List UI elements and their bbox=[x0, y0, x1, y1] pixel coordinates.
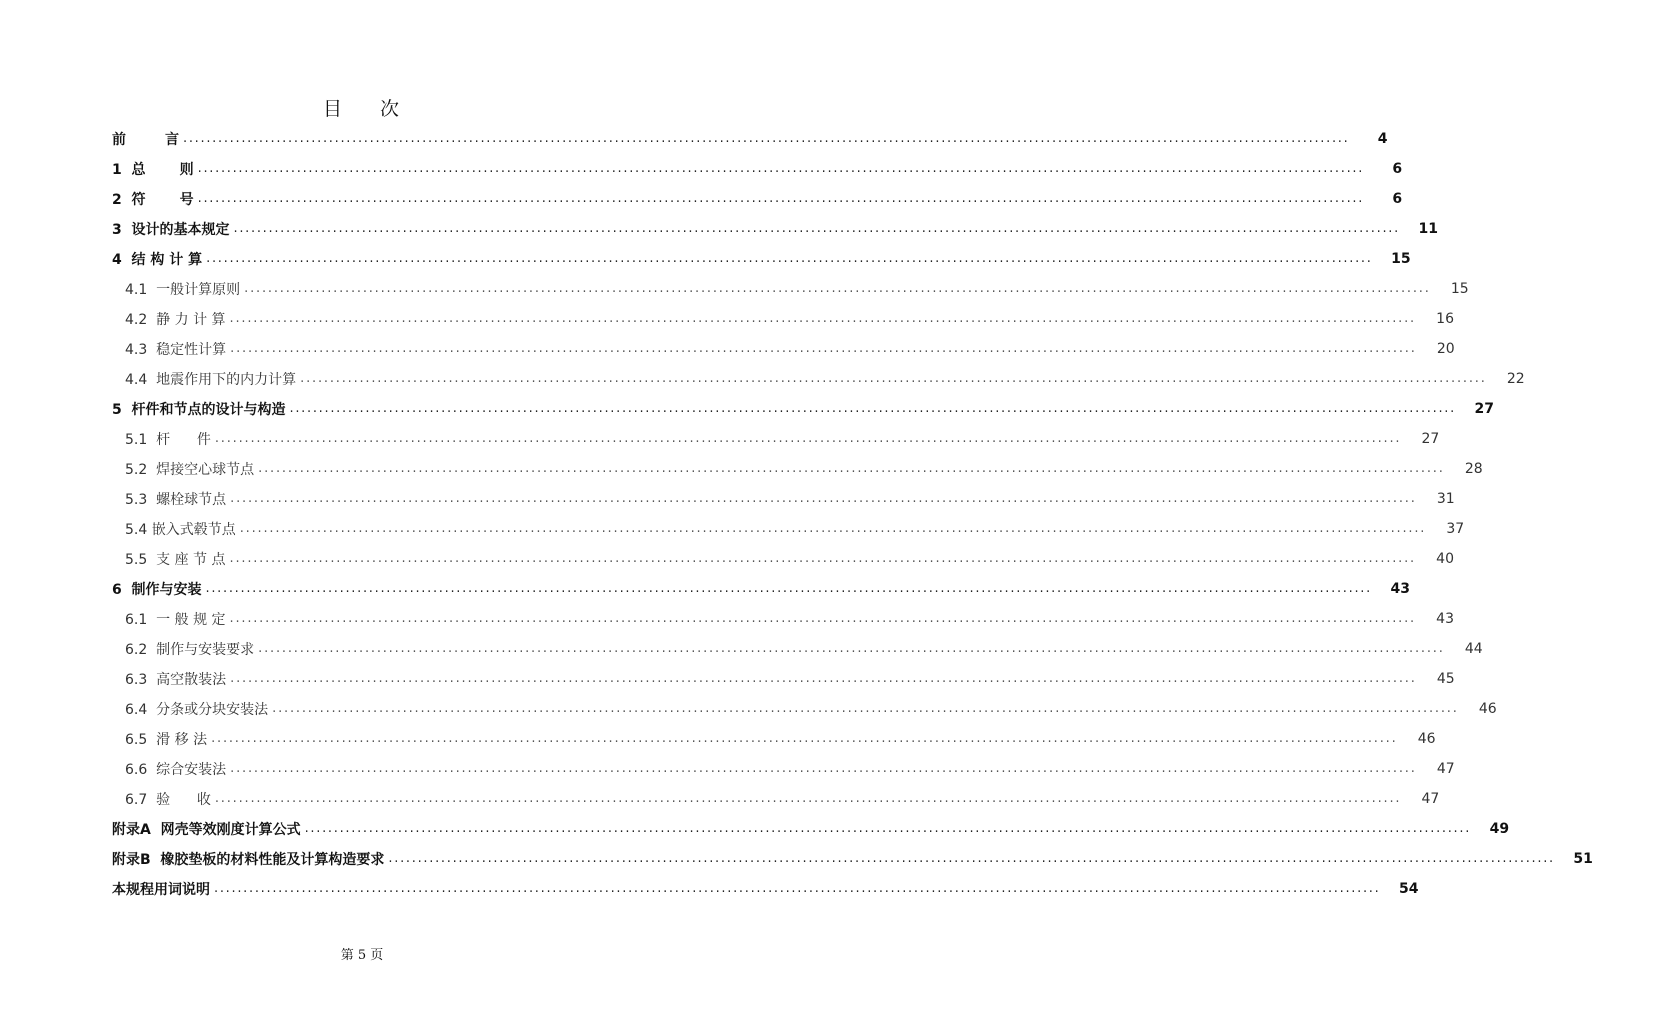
toc-entry-page: 51 bbox=[1573, 851, 1593, 867]
toc-entry[interactable] bbox=[0, 604, 1454, 634]
toc-entry[interactable] bbox=[0, 754, 1455, 784]
dot-leader: ........................................................................................................................................................................................................ bbox=[229, 311, 1416, 326]
dot-leader: ........................................................................................................................................................................................................ bbox=[230, 491, 1417, 506]
title-char-1: 目 bbox=[322, 98, 344, 120]
toc-entry-label: 4.1 一般计算原则 bbox=[125, 282, 241, 298]
toc-entry-label: 5.4 嵌入式毂节点 bbox=[125, 522, 236, 538]
toc-entry-label: 4.4 地震作用下的内力计算 bbox=[125, 372, 297, 388]
toc-entry-label: 6.5 滑 移 法 bbox=[125, 732, 208, 748]
toc-entry-label: 2 符 号 bbox=[112, 192, 194, 208]
toc-entry-label: 4.3 稳定性计算 bbox=[125, 342, 227, 358]
toc-entry[interactable] bbox=[0, 454, 1483, 484]
toc-entry[interactable] bbox=[0, 364, 1525, 394]
toc-entry-label: 6.3 高空散装法 bbox=[125, 672, 227, 688]
toc-entry[interactable] bbox=[0, 724, 1436, 754]
dot-leader: ........................................................................................................................................................................................................ bbox=[239, 521, 1427, 536]
toc-entry-page: 37 bbox=[1446, 521, 1465, 537]
toc-entry[interactable] bbox=[0, 244, 1411, 274]
toc-entry[interactable] bbox=[0, 214, 1438, 244]
toc-entry-page: 43 bbox=[1436, 611, 1454, 627]
toc-entry-page: 46 bbox=[1478, 701, 1497, 717]
page-footer: 第 5 页 bbox=[340, 948, 384, 963]
toc-entry-label: 4 结 构 计 算 bbox=[112, 252, 203, 268]
toc-entry-page: 4 bbox=[1377, 131, 1388, 147]
toc-entry[interactable] bbox=[0, 424, 1440, 454]
toc-entry[interactable] bbox=[0, 574, 1410, 604]
toc-entry[interactable] bbox=[0, 694, 1497, 724]
toc-entry-page: 16 bbox=[1436, 311, 1454, 327]
toc-entry-page: 15 bbox=[1391, 251, 1411, 267]
toc-entry-page: 40 bbox=[1436, 551, 1454, 567]
toc-entry-label: 附录B 橡胶垫板的材料性能及计算构造要求 bbox=[112, 852, 385, 868]
toc-entry-page: 22 bbox=[1506, 371, 1525, 387]
toc-entry-label: 6.6 综合安装法 bbox=[125, 762, 227, 778]
toc-entry-label: 附录A 网壳等效刚度计算公式 bbox=[112, 822, 301, 838]
title-char-2: 次 bbox=[380, 98, 402, 120]
toc-entry-label: 5.1 杆 件 bbox=[125, 432, 211, 448]
toc-entry-page: 54 bbox=[1398, 881, 1419, 897]
toc-entry[interactable] bbox=[0, 334, 1455, 364]
dot-leader: ........................................................................................................................................................................................................ bbox=[205, 581, 1372, 596]
toc-entry[interactable] bbox=[0, 874, 1419, 904]
dot-leader: ........................................................................................................................................................................................................ bbox=[388, 851, 1555, 866]
toc-entry-label: 6.7 验 收 bbox=[125, 792, 211, 808]
toc-entry-label: 6.4 分条或分块安装法 bbox=[125, 702, 269, 718]
dot-leader: ........................................................................................................................................................................................................ bbox=[214, 881, 1381, 896]
toc-entry-label: 3 设计的基本规定 bbox=[112, 222, 230, 238]
dot-leader: ........................................................................................................................................................................................................ bbox=[214, 431, 1402, 446]
toc-entry-page: 27 bbox=[1474, 401, 1494, 417]
dot-leader: ........................................................................................................................................................................................................ bbox=[183, 131, 1350, 146]
toc-entry-page: 6 bbox=[1392, 191, 1403, 207]
toc-entry[interactable] bbox=[0, 634, 1483, 664]
toc-entry[interactable] bbox=[0, 514, 1465, 544]
toc-entry-label: 前 言 bbox=[112, 132, 179, 148]
toc-entry[interactable] bbox=[0, 844, 1593, 874]
toc-entry[interactable] bbox=[0, 814, 1510, 844]
toc-entry[interactable] bbox=[0, 784, 1440, 814]
dot-leader: ........................................................................................................................................................................................................ bbox=[258, 461, 1445, 476]
dot-leader: ........................................................................................................................................................................................................ bbox=[206, 251, 1373, 266]
dot-leader: ........................................................................................................................................................................................................ bbox=[197, 161, 1365, 176]
toc-entry-page: 27 bbox=[1421, 431, 1440, 447]
dot-leader: ........................................................................................................................................................................................................ bbox=[244, 281, 1431, 296]
toc-entry-label: 5.2 焊接空心球节点 bbox=[125, 462, 255, 478]
toc-entry-page: 43 bbox=[1390, 581, 1410, 597]
toc-entry-page: 46 bbox=[1417, 731, 1436, 747]
toc-entry[interactable] bbox=[0, 484, 1455, 514]
toc-entry[interactable] bbox=[0, 274, 1469, 304]
dot-leader: ........................................................................................................................................................................................................ bbox=[272, 701, 1459, 716]
dot-leader: ........................................................................................................................................................................................................ bbox=[304, 821, 1472, 836]
dot-leader: ........................................................................................................................................................................................................ bbox=[214, 791, 1402, 806]
toc-entry[interactable] bbox=[0, 304, 1454, 334]
toc-entry[interactable] bbox=[0, 184, 1403, 214]
dot-leader: ........................................................................................................................................................................................................ bbox=[229, 611, 1416, 626]
toc-entry-page: 45 bbox=[1436, 671, 1455, 687]
toc-entry-page: 28 bbox=[1464, 461, 1483, 477]
dot-leader: ........................................................................................................................................................................................................ bbox=[233, 221, 1400, 236]
toc-entry-label: 5.3 螺栓球节点 bbox=[125, 492, 227, 508]
toc-entry-label: 1 总 则 bbox=[112, 162, 194, 178]
dot-leader: ........................................................................................................................................................................................................ bbox=[230, 671, 1417, 686]
toc-entry-page: 20 bbox=[1436, 341, 1455, 357]
toc-entry[interactable] bbox=[0, 124, 1388, 154]
page-title bbox=[0, 94, 724, 121]
toc-entry-page: 31 bbox=[1436, 491, 1455, 507]
dot-leader: ........................................................................................................................................................................................................ bbox=[300, 371, 1487, 386]
toc-entry-label: 6.2 制作与安装要求 bbox=[125, 642, 255, 658]
toc-entry-label: 5.5 支 座 节 点 bbox=[125, 552, 226, 568]
toc-entry[interactable] bbox=[0, 154, 1403, 184]
toc-entry-page: 11 bbox=[1418, 221, 1438, 237]
dot-leader: ........................................................................................................................................................................................................ bbox=[230, 341, 1417, 356]
toc-entry-label: 本规程用词说明 bbox=[112, 882, 210, 898]
dot-leader: ........................................................................................................................................................................................................ bbox=[197, 191, 1365, 206]
toc-entry-label: 6 制作与安装 bbox=[112, 582, 202, 598]
toc-entry[interactable] bbox=[0, 664, 1455, 694]
toc-entry-page: 6 bbox=[1392, 161, 1403, 177]
dot-leader: ........................................................................................................................................................................................................ bbox=[289, 401, 1456, 416]
toc-entry-page: 47 bbox=[1436, 761, 1455, 777]
toc-entry[interactable] bbox=[0, 394, 1494, 424]
toc-entry-label: 4.2 静 力 计 算 bbox=[125, 312, 226, 328]
toc-entry[interactable] bbox=[0, 544, 1454, 574]
toc-entry-page: 44 bbox=[1464, 641, 1483, 657]
toc-entry-page: 47 bbox=[1421, 791, 1440, 807]
toc-entry-label: 5 杆件和节点的设计与构造 bbox=[112, 402, 286, 418]
dot-leader: ........................................................................................................................................................................................................ bbox=[211, 731, 1398, 746]
dot-leader: ........................................................................................................................................................................................................ bbox=[230, 761, 1417, 776]
toc-entry-page: 49 bbox=[1489, 821, 1510, 837]
toc-entry-page: 15 bbox=[1450, 281, 1469, 297]
toc-entry-label: 6.1 一 般 规 定 bbox=[125, 612, 226, 628]
dot-leader: ........................................................................................................................................................................................................ bbox=[229, 551, 1416, 566]
dot-leader: ........................................................................................................................................................................................................ bbox=[258, 641, 1445, 656]
